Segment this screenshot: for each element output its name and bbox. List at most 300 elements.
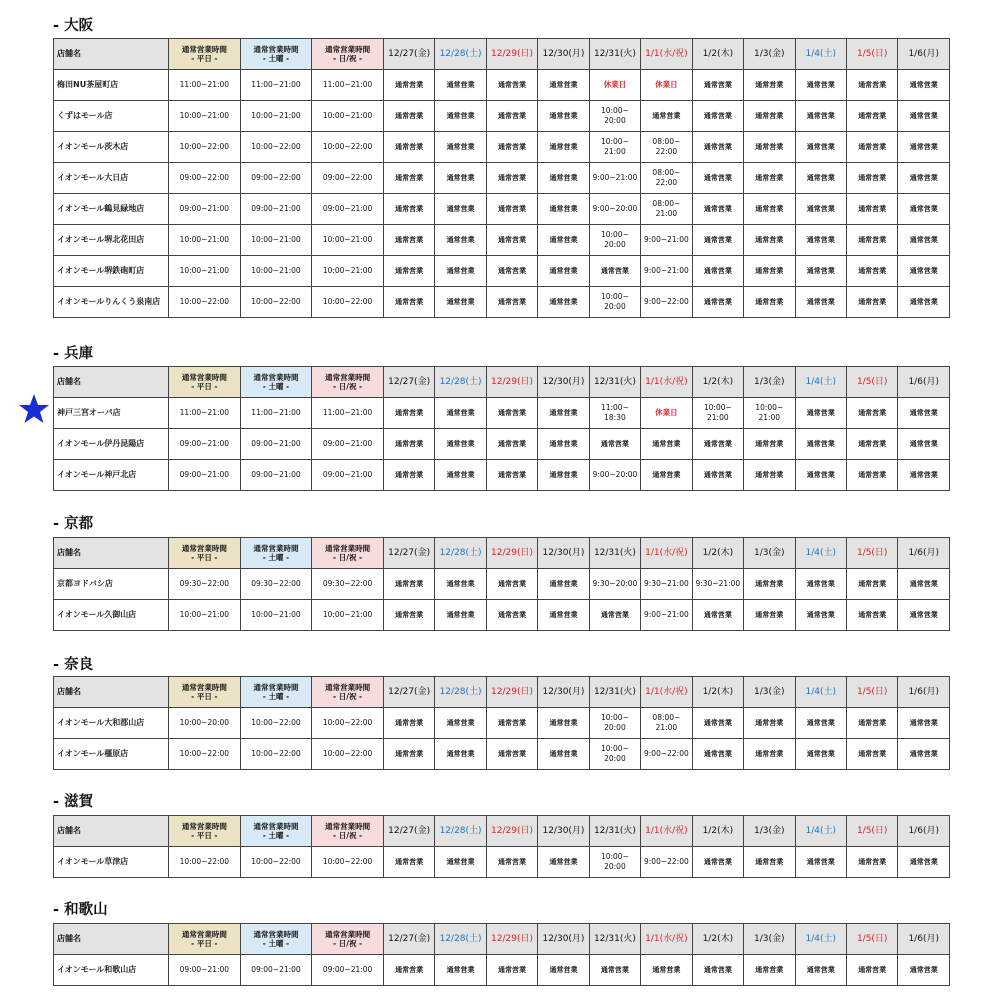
date-header: 1/2(木) <box>692 677 743 708</box>
store-name: イオンモール大和郡山店 <box>54 708 169 739</box>
day-status: 通常営業 <box>641 429 692 460</box>
day-status: 通常営業 <box>486 847 537 878</box>
date-header: 1/6(月) <box>898 367 950 398</box>
header-row <box>54 816 950 847</box>
day-status: 11:00~ 18:30 <box>589 398 640 429</box>
day-status: 通常営業 <box>435 132 486 163</box>
day-status: 通常営業 <box>383 460 434 491</box>
day-status: 通常営業 <box>589 955 640 986</box>
weekday-hours-header-line: - 平日 - <box>191 553 218 562</box>
holiday-hours: 09:00~21:00 <box>312 194 384 225</box>
holiday-hours: 09:30~22:00 <box>312 569 384 600</box>
day-status: 通常営業 <box>795 955 846 986</box>
day-status: 通常営業 <box>538 101 589 132</box>
store-name: イオンモール大日店 <box>54 163 169 194</box>
date-header: 12/31(火) <box>589 538 640 569</box>
saturday-hours-header <box>240 538 312 569</box>
date-header: 12/30(月) <box>538 924 589 955</box>
date-header: 1/5(日) <box>846 538 897 569</box>
day-status: 通常営業 <box>435 600 486 631</box>
date-header: 1/6(月) <box>898 39 950 70</box>
holiday-hours: 10:00~22:00 <box>312 847 384 878</box>
day-status: 通常営業 <box>383 569 434 600</box>
day-status: 9:00~21:00 <box>641 225 692 256</box>
day-status: 通常営業 <box>692 955 743 986</box>
weekday-hours-header-line: 通常営業時間 <box>181 683 227 692</box>
day-status: 通常営業 <box>692 194 743 225</box>
day-status: 通常営業 <box>435 287 486 318</box>
day-status: 通常営業 <box>898 132 950 163</box>
date-header: 1/4(土) <box>795 924 846 955</box>
holiday-hours: 09:00~21:00 <box>312 429 384 460</box>
day-status: 通常営業 <box>795 569 846 600</box>
day-status: 通常営業 <box>383 70 434 101</box>
date-header: 12/30(月) <box>538 677 589 708</box>
day-status: 通常営業 <box>486 287 537 318</box>
day-status: 9:00~22:00 <box>641 739 692 770</box>
day-status: 通常営業 <box>383 708 434 739</box>
day-status: 通常営業 <box>898 600 950 631</box>
store-row <box>54 194 950 225</box>
date-header: 1/4(土) <box>795 677 846 708</box>
day-status: 通常営業 <box>846 225 897 256</box>
day-status: 通常営業 <box>486 398 537 429</box>
weekday-hours: 09:30~22:00 <box>169 569 241 600</box>
weekday-hours: 10:00~22:00 <box>169 287 241 318</box>
day-status: 通常営業 <box>538 847 589 878</box>
day-status: 通常営業 <box>898 70 950 101</box>
day-status: 通常営業 <box>692 708 743 739</box>
weekday-hours: 11:00~21:00 <box>169 70 241 101</box>
holiday-hours-header-line: - 日/祝 - <box>332 939 363 948</box>
date-header: 12/30(月) <box>538 538 589 569</box>
store-name: イオンモール和歌山店 <box>54 955 169 986</box>
day-status: 通常営業 <box>692 225 743 256</box>
holiday-hours-header-line: - 日/祝 - <box>332 382 363 391</box>
day-status: 通常営業 <box>744 955 795 986</box>
store-row <box>54 256 950 287</box>
day-status: 通常営業 <box>486 132 537 163</box>
schedule-table <box>53 676 950 770</box>
date-header: 1/2(木) <box>692 367 743 398</box>
day-status: 通常営業 <box>435 708 486 739</box>
day-status: 通常営業 <box>846 708 897 739</box>
day-status: 通常営業 <box>898 256 950 287</box>
day-status: 08:00~ 22:00 <box>641 132 692 163</box>
store-name: 神戸三宮オーパ店 <box>54 398 169 429</box>
day-status: 通常営業 <box>846 194 897 225</box>
date-header: 12/29(日) <box>486 39 537 70</box>
day-status: 通常営業 <box>486 163 537 194</box>
day-status: 通常営業 <box>486 194 537 225</box>
store-row <box>54 132 950 163</box>
day-status: 通常営業 <box>692 256 743 287</box>
holiday-hours-header-line: 通常営業時間 <box>325 45 371 54</box>
schedule-table <box>53 923 950 986</box>
star-icon <box>18 393 50 425</box>
saturday-hours-header-line: 通常営業時間 <box>253 373 299 382</box>
store-column-header: 店舗名 <box>54 677 169 708</box>
weekday-hours-header-line: - 平日 - <box>191 692 218 701</box>
day-status: 通常営業 <box>383 194 434 225</box>
date-header: 1/3(金) <box>744 816 795 847</box>
day-status: 通常営業 <box>486 955 537 986</box>
schedule-table <box>53 537 950 631</box>
day-status: 通常営業 <box>846 600 897 631</box>
day-status: 通常営業 <box>744 225 795 256</box>
day-status: 通常営業 <box>692 132 743 163</box>
holiday-hours-header-line: - 日/祝 - <box>332 692 363 701</box>
day-status: 通常営業 <box>486 600 537 631</box>
store-name: イオンモール伊丹昆陽店 <box>54 429 169 460</box>
day-status: 通常営業 <box>486 256 537 287</box>
region-title: - 京都 <box>53 516 94 532</box>
day-status: 08:00~ 21:00 <box>641 194 692 225</box>
date-header: 12/29(日) <box>486 367 537 398</box>
store-row <box>54 708 950 739</box>
region-table-wrapper <box>53 537 950 631</box>
saturday-hours-header-line: 通常営業時間 <box>253 683 299 692</box>
weekday-hours: 09:00~21:00 <box>169 955 241 986</box>
date-header: 1/6(月) <box>898 677 950 708</box>
date-header: 1/1(水/祝) <box>641 39 692 70</box>
holiday-hours-header <box>312 367 384 398</box>
date-header: 1/5(日) <box>846 924 897 955</box>
day-status: 休業日 <box>589 70 640 101</box>
day-status: 通常営業 <box>435 194 486 225</box>
day-status: 通常営業 <box>795 847 846 878</box>
holiday-hours: 10:00~21:00 <box>312 256 384 287</box>
date-header: 1/4(土) <box>795 367 846 398</box>
day-status: 通常営業 <box>383 955 434 986</box>
holiday-hours-header <box>312 924 384 955</box>
day-status: 通常営業 <box>846 256 897 287</box>
day-status: 通常営業 <box>898 955 950 986</box>
day-status: 休業日 <box>641 398 692 429</box>
day-status: 通常営業 <box>744 101 795 132</box>
day-status: 通常営業 <box>435 163 486 194</box>
holiday-hours: 09:00~22:00 <box>312 163 384 194</box>
date-header: 1/3(金) <box>744 538 795 569</box>
date-header: 1/1(水/祝) <box>641 816 692 847</box>
holiday-hours-header <box>312 816 384 847</box>
date-header: 1/4(土) <box>795 39 846 70</box>
store-name: くずはモール店 <box>54 101 169 132</box>
day-status: 通常営業 <box>795 225 846 256</box>
day-status: 通常営業 <box>383 256 434 287</box>
day-status: 通常営業 <box>486 429 537 460</box>
day-status: 08:00~ 22:00 <box>641 163 692 194</box>
store-row <box>54 101 950 132</box>
day-status: 通常営業 <box>486 739 537 770</box>
store-column-header: 店舗名 <box>54 816 169 847</box>
day-status: 通常営業 <box>846 847 897 878</box>
schedule-table <box>53 366 950 491</box>
day-status: 通常営業 <box>486 460 537 491</box>
store-name: イオンモール堺北花田店 <box>54 225 169 256</box>
date-header: 12/29(日) <box>486 816 537 847</box>
saturday-hours-header-line: - 土曜 - <box>262 553 290 562</box>
day-status: 通常営業 <box>383 600 434 631</box>
day-status: 通常営業 <box>538 194 589 225</box>
header-row <box>54 538 950 569</box>
weekday-hours-header <box>169 924 241 955</box>
day-status: 通常営業 <box>898 739 950 770</box>
weekday-hours: 09:00~21:00 <box>169 429 241 460</box>
day-status: 通常営業 <box>383 847 434 878</box>
day-status: 通常営業 <box>744 194 795 225</box>
day-status: 通常営業 <box>538 287 589 318</box>
day-status: 9:00~20:00 <box>589 194 640 225</box>
date-header: 12/27(金) <box>383 39 434 70</box>
holiday-hours-header-line: 通常営業時間 <box>325 822 371 831</box>
saturday-hours: 09:00~22:00 <box>240 163 312 194</box>
day-status: 通常営業 <box>898 429 950 460</box>
day-status: 通常営業 <box>795 708 846 739</box>
day-status: 通常営業 <box>538 739 589 770</box>
saturday-hours-header-line: 通常営業時間 <box>253 930 299 939</box>
date-header: 12/31(火) <box>589 39 640 70</box>
day-status: 通常営業 <box>435 256 486 287</box>
day-status: 通常営業 <box>486 225 537 256</box>
weekday-hours-header-line: 通常営業時間 <box>181 45 227 54</box>
region-title: - 滋賀 <box>53 794 94 810</box>
day-status: 通常営業 <box>486 101 537 132</box>
store-name: イオンモール橿原店 <box>54 739 169 770</box>
region-title: - 和歌山 <box>53 902 108 918</box>
weekday-hours-header <box>169 816 241 847</box>
day-status: 通常営業 <box>795 194 846 225</box>
day-status: 通常営業 <box>435 429 486 460</box>
date-header: 1/5(日) <box>846 677 897 708</box>
date-header: 12/28(土) <box>435 677 486 708</box>
date-header: 1/4(土) <box>795 816 846 847</box>
holiday-hours: 09:00~21:00 <box>312 460 384 491</box>
day-status: 通常営業 <box>744 132 795 163</box>
store-row <box>54 569 950 600</box>
region-title: - 奈良 <box>53 657 94 673</box>
day-status: 通常営業 <box>383 398 434 429</box>
weekday-hours: 10:00~22:00 <box>169 132 241 163</box>
day-status: 通常営業 <box>383 101 434 132</box>
day-status: 通常営業 <box>898 847 950 878</box>
date-header: 12/31(火) <box>589 367 640 398</box>
holiday-hours: 09:00~21:00 <box>312 955 384 986</box>
saturday-hours: 10:00~22:00 <box>240 739 312 770</box>
saturday-hours-header-line: - 土曜 - <box>262 939 290 948</box>
day-status: 通常営業 <box>795 287 846 318</box>
store-name: イオンモールりんくう泉南店 <box>54 287 169 318</box>
day-status: 通常営業 <box>435 847 486 878</box>
day-status: 通常営業 <box>744 70 795 101</box>
holiday-hours: 10:00~21:00 <box>312 600 384 631</box>
day-status: 通常営業 <box>641 955 692 986</box>
saturday-hours: 09:00~21:00 <box>240 429 312 460</box>
day-status: 通常営業 <box>795 429 846 460</box>
day-status: 通常営業 <box>692 70 743 101</box>
holiday-hours-header <box>312 677 384 708</box>
weekday-hours: 11:00~21:00 <box>169 398 241 429</box>
store-row <box>54 225 950 256</box>
day-status: 通常営業 <box>744 708 795 739</box>
day-status: 通常営業 <box>898 163 950 194</box>
day-status: 通常営業 <box>692 101 743 132</box>
date-header: 12/28(土) <box>435 816 486 847</box>
saturday-hours: 11:00~21:00 <box>240 398 312 429</box>
store-column-header: 店舗名 <box>54 39 169 70</box>
date-header: 12/29(日) <box>486 538 537 569</box>
day-status: 通常営業 <box>435 225 486 256</box>
day-status: 通常営業 <box>795 70 846 101</box>
saturday-hours: 09:00~21:00 <box>240 955 312 986</box>
holiday-hours: 10:00~22:00 <box>312 132 384 163</box>
day-status: 9:00~21:00 <box>641 600 692 631</box>
day-status: 10:00~ 20:00 <box>589 847 640 878</box>
weekday-hours: 10:00~21:00 <box>169 101 241 132</box>
day-status: 通常営業 <box>795 256 846 287</box>
day-status: 通常営業 <box>846 429 897 460</box>
day-status: 通常営業 <box>538 225 589 256</box>
date-header: 12/27(金) <box>383 924 434 955</box>
weekday-hours-header-line: 通常営業時間 <box>181 373 227 382</box>
day-status: 10:00~ 21:00 <box>692 398 743 429</box>
saturday-hours-header-line: 通常営業時間 <box>253 822 299 831</box>
day-status: 通常営業 <box>846 287 897 318</box>
header-row <box>54 924 950 955</box>
day-status: 通常営業 <box>846 955 897 986</box>
day-status: 9:30~20:00 <box>589 569 640 600</box>
day-status: 通常営業 <box>744 569 795 600</box>
day-status: 通常営業 <box>538 600 589 631</box>
day-status: 通常営業 <box>538 460 589 491</box>
store-column-header: 店舗名 <box>54 538 169 569</box>
day-status: 通常営業 <box>795 739 846 770</box>
day-status: 通常営業 <box>795 460 846 491</box>
day-status: 通常営業 <box>692 429 743 460</box>
day-status: 通常営業 <box>744 847 795 878</box>
day-status: 10:00~ 20:00 <box>589 101 640 132</box>
date-header: 1/5(日) <box>846 816 897 847</box>
day-status: 通常営業 <box>383 287 434 318</box>
date-header: 12/30(月) <box>538 816 589 847</box>
saturday-hours: 10:00~22:00 <box>240 708 312 739</box>
day-status: 通常営業 <box>383 163 434 194</box>
day-status: 通常営業 <box>538 429 589 460</box>
region-title: - 大阪 <box>53 18 94 34</box>
store-name: イオンモール神戸北店 <box>54 460 169 491</box>
day-status: 9:00~22:00 <box>641 287 692 318</box>
saturday-hours-header-line: 通常営業時間 <box>253 45 299 54</box>
weekday-hours-header <box>169 367 241 398</box>
day-status: 通常営業 <box>846 132 897 163</box>
holiday-hours: 10:00~22:00 <box>312 708 384 739</box>
date-header: 1/5(日) <box>846 39 897 70</box>
holiday-hours: 10:00~21:00 <box>312 101 384 132</box>
store-column-header: 店舗名 <box>54 924 169 955</box>
day-status: 通常営業 <box>898 398 950 429</box>
day-status: 通常営業 <box>898 225 950 256</box>
saturday-hours-header <box>240 367 312 398</box>
day-status: 9:00~22:00 <box>641 847 692 878</box>
date-header: 1/1(水/祝) <box>641 538 692 569</box>
store-name: イオンモール久御山店 <box>54 600 169 631</box>
date-header: 1/2(木) <box>692 39 743 70</box>
date-header: 12/31(火) <box>589 924 640 955</box>
store-row <box>54 847 950 878</box>
holiday-hours-header-line: - 日/祝 - <box>332 831 363 840</box>
day-status: 通常営業 <box>846 569 897 600</box>
weekday-hours: 10:00~21:00 <box>169 225 241 256</box>
day-status: 10:00~ 21:00 <box>744 398 795 429</box>
weekday-hours-header-line: - 平日 - <box>191 382 218 391</box>
day-status: 通常営業 <box>538 256 589 287</box>
region-table-wrapper <box>53 366 950 491</box>
date-header: 1/6(月) <box>898 538 950 569</box>
day-status: 通常営業 <box>486 70 537 101</box>
saturday-hours: 10:00~21:00 <box>240 600 312 631</box>
day-status: 9:00~20:00 <box>589 460 640 491</box>
saturday-hours: 09:30~22:00 <box>240 569 312 600</box>
date-header: 1/3(金) <box>744 39 795 70</box>
weekday-hours: 10:00~21:00 <box>169 600 241 631</box>
region-table-wrapper <box>53 923 950 986</box>
day-status: 通常営業 <box>692 163 743 194</box>
day-status: 08:00~ 21:00 <box>641 708 692 739</box>
holiday-hours-header-line: 通常営業時間 <box>325 373 371 382</box>
day-status: 通常営業 <box>692 460 743 491</box>
day-status: 通常営業 <box>435 101 486 132</box>
date-header: 1/1(水/祝) <box>641 924 692 955</box>
date-header: 1/6(月) <box>898 924 950 955</box>
day-status: 通常営業 <box>795 398 846 429</box>
store-row <box>54 429 950 460</box>
weekday-hours: 09:00~21:00 <box>169 194 241 225</box>
day-status: 通常営業 <box>589 600 640 631</box>
date-header: 1/2(木) <box>692 816 743 847</box>
day-status: 9:00~21:00 <box>589 163 640 194</box>
day-status: 通常営業 <box>538 569 589 600</box>
date-header: 1/3(金) <box>744 924 795 955</box>
weekday-hours: 10:00~22:00 <box>169 847 241 878</box>
date-header: 12/28(土) <box>435 39 486 70</box>
date-header: 1/2(木) <box>692 538 743 569</box>
weekday-hours: 10:00~20:00 <box>169 708 241 739</box>
weekday-hours-header <box>169 538 241 569</box>
store-name: 梅田NU茶屋町店 <box>54 70 169 101</box>
day-status: 10:00~ 20:00 <box>589 225 640 256</box>
day-status: 通常営業 <box>898 101 950 132</box>
day-status: 通常営業 <box>795 600 846 631</box>
date-header: 12/30(月) <box>538 39 589 70</box>
holiday-hours: 10:00~22:00 <box>312 739 384 770</box>
store-name: イオンモール茨木店 <box>54 132 169 163</box>
day-status: 通常営業 <box>435 955 486 986</box>
date-header: 12/27(金) <box>383 538 434 569</box>
day-status: 通常営業 <box>898 569 950 600</box>
store-row <box>54 398 950 429</box>
region-table-wrapper <box>53 815 950 878</box>
day-status: 通常営業 <box>589 256 640 287</box>
day-status: 通常営業 <box>692 287 743 318</box>
date-header: 1/2(木) <box>692 924 743 955</box>
day-status: 休業日 <box>641 70 692 101</box>
day-status: 通常営業 <box>538 70 589 101</box>
weekday-hours-header-line: - 平日 - <box>191 54 218 63</box>
date-header: 12/29(日) <box>486 924 537 955</box>
day-status: 10:00~ 20:00 <box>589 708 640 739</box>
day-status: 通常営業 <box>435 460 486 491</box>
day-status: 通常営業 <box>744 600 795 631</box>
